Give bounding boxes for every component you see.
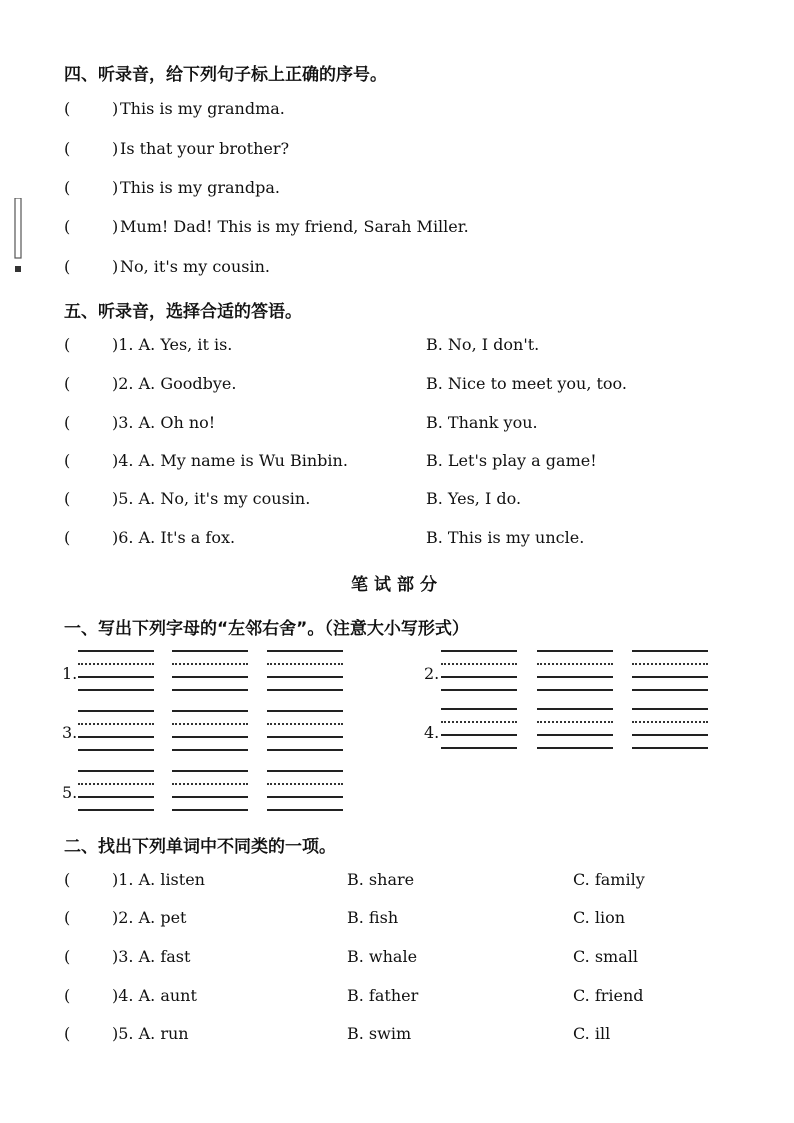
option-a: )1. A. Yes, it is. bbox=[112, 335, 233, 354]
option-b: B. No, I don't. bbox=[426, 335, 540, 354]
option-a: )2. A. pet bbox=[112, 908, 187, 927]
answer-paren[interactable]: ( bbox=[64, 947, 71, 966]
writing-lines[interactable] bbox=[441, 650, 517, 690]
option-b: B. fish bbox=[347, 908, 399, 927]
section4-sentence: Mum! Dad! This is my friend, Sarah Miller. bbox=[120, 217, 469, 236]
writing-lines[interactable] bbox=[537, 650, 613, 690]
written2-title: 二、找出下列单词中不同类的一项。 bbox=[64, 837, 336, 857]
option-b: B. Yes, I do. bbox=[426, 489, 522, 508]
section5-item bbox=[64, 489, 704, 515]
option-c: C. lion bbox=[573, 908, 626, 927]
option-b: B. share bbox=[347, 870, 415, 889]
exercise-number: 4. bbox=[424, 723, 440, 742]
writing-lines[interactable] bbox=[78, 770, 154, 810]
section5-title: 五、听录音，选择合适的答语。 bbox=[64, 302, 302, 322]
option-c: C. family bbox=[573, 870, 645, 889]
option-c: C. small bbox=[573, 947, 638, 966]
section5-item bbox=[64, 528, 704, 554]
answer-paren[interactable]: ( bbox=[64, 257, 71, 276]
option-a: )5. A. run bbox=[112, 1024, 189, 1043]
answer-paren[interactable]: ( bbox=[64, 908, 71, 927]
section5-item bbox=[64, 374, 704, 400]
answer-paren[interactable]: ( bbox=[64, 489, 71, 508]
option-a: )6. A. It's a fox. bbox=[112, 528, 236, 547]
writing-lines[interactable] bbox=[632, 708, 708, 748]
writing-lines[interactable] bbox=[267, 650, 343, 690]
answer-paren[interactable]: ( bbox=[64, 1024, 71, 1043]
option-a: )1. A. listen bbox=[112, 870, 205, 889]
option-b: B. Let's play a game! bbox=[426, 451, 597, 470]
answer-paren[interactable]: ( bbox=[64, 217, 71, 236]
written2-item bbox=[64, 908, 724, 934]
answer-paren[interactable]: ( bbox=[64, 139, 71, 158]
binding-margin-mark bbox=[12, 198, 24, 278]
section5-item bbox=[64, 335, 704, 361]
option-a: )3. A. fast bbox=[112, 947, 191, 966]
writing-lines[interactable] bbox=[78, 710, 154, 750]
written2-item bbox=[64, 947, 724, 973]
writing-lines[interactable] bbox=[267, 710, 343, 750]
answer-paren[interactable]: ( bbox=[64, 870, 71, 889]
written2-item bbox=[64, 1024, 724, 1050]
option-c: C. ill bbox=[573, 1024, 611, 1043]
writing-lines[interactable] bbox=[537, 708, 613, 748]
writing-lines[interactable] bbox=[441, 708, 517, 748]
option-b: B. Nice to meet you, too. bbox=[426, 374, 627, 393]
writing-lines[interactable] bbox=[632, 650, 708, 690]
section4-title: 四、听录音，给下列句子标上正确的序号。 bbox=[64, 65, 387, 85]
option-b: B. swim bbox=[347, 1024, 412, 1043]
answer-paren[interactable]: ( bbox=[64, 451, 71, 470]
written2-item bbox=[64, 870, 724, 896]
exercise-number: 5. bbox=[62, 783, 78, 802]
section4-sentence: No, it's my cousin. bbox=[120, 257, 270, 276]
option-a: )4. A. aunt bbox=[112, 986, 197, 1005]
option-a: )2. A. Goodbye. bbox=[112, 374, 237, 393]
section4-sentence: This is my grandpa. bbox=[120, 178, 280, 197]
writing-lines[interactable] bbox=[172, 650, 248, 690]
answer-paren[interactable]: ( bbox=[64, 413, 71, 432]
section5-item bbox=[64, 413, 704, 439]
answer-paren[interactable]: ( bbox=[64, 178, 71, 197]
section4-sentence: This is my grandma. bbox=[120, 99, 285, 118]
option-b: B. Thank you. bbox=[426, 413, 538, 432]
section4-sentence: Is that your brother? bbox=[120, 139, 290, 158]
written1-title: 一、写出下列字母的“左邻右舍”。（注意大小写形式） bbox=[64, 619, 469, 639]
option-c: C. friend bbox=[573, 986, 644, 1005]
written-part-title: 笔试部分 bbox=[351, 575, 443, 595]
answer-paren[interactable]: ( bbox=[64, 528, 71, 547]
writing-lines[interactable] bbox=[172, 770, 248, 810]
answer-paren[interactable]: ( bbox=[64, 335, 71, 354]
answer-paren[interactable]: ( bbox=[64, 986, 71, 1005]
exercise-number: 1. bbox=[62, 664, 78, 683]
writing-lines[interactable] bbox=[78, 650, 154, 690]
option-b: B. This is my uncle. bbox=[426, 528, 585, 547]
answer-paren[interactable]: ( bbox=[64, 374, 71, 393]
option-a: )3. A. Oh no! bbox=[112, 413, 216, 432]
option-b: B. whale bbox=[347, 947, 418, 966]
worksheet-page: 四、听录音，给下列句子标上正确的序号。 ( ) This is my grandma. ( ) Is that your brother? ( ) This is my grandpa. ( ) Mum! Dad! This is my friend, Sarah Miller. ( ) No, it's my cousin. 五、听录音，选择合适的答语。 ( )1. A. Yes, it is. B. No, I don't. ( )2. A. Goodbye. B. Nice to meet you, too. ( )3. A. Oh no! B. Thank you. ( )4. A. My name is Wu Binbin. B. Let's play a game! ( )5. A. No, it's my cousin. B. Yes, I do. ( )6. A. It's a fox. B. This is my uncle. 笔试部分 一、写出下列字母的“左邻右舍”。（注意大小写形式） 1. 2. 3. 4. 5. 二、找出下列单词中不同类的一项。 ( )1. A. listen B. share C. family ( )2. A. pet B. fish C. lion ( )3. A. fast B. whale C. small ( )4. A. aunt B. father C. friend ( )5. A. run B. swim C. ill bbox=[0, 0, 794, 1123]
exercise-number: 3. bbox=[62, 723, 78, 742]
writing-lines[interactable] bbox=[172, 710, 248, 750]
exercise-number: 2. bbox=[424, 664, 440, 683]
written2-item bbox=[64, 986, 724, 1012]
answer-paren[interactable]: ( bbox=[64, 99, 71, 118]
option-a: )5. A. No, it's my cousin. bbox=[112, 489, 311, 508]
writing-lines[interactable] bbox=[267, 770, 343, 810]
option-b: B. father bbox=[347, 986, 419, 1005]
section5-item bbox=[64, 451, 704, 477]
option-a: )4. A. My name is Wu Binbin. bbox=[112, 451, 348, 470]
